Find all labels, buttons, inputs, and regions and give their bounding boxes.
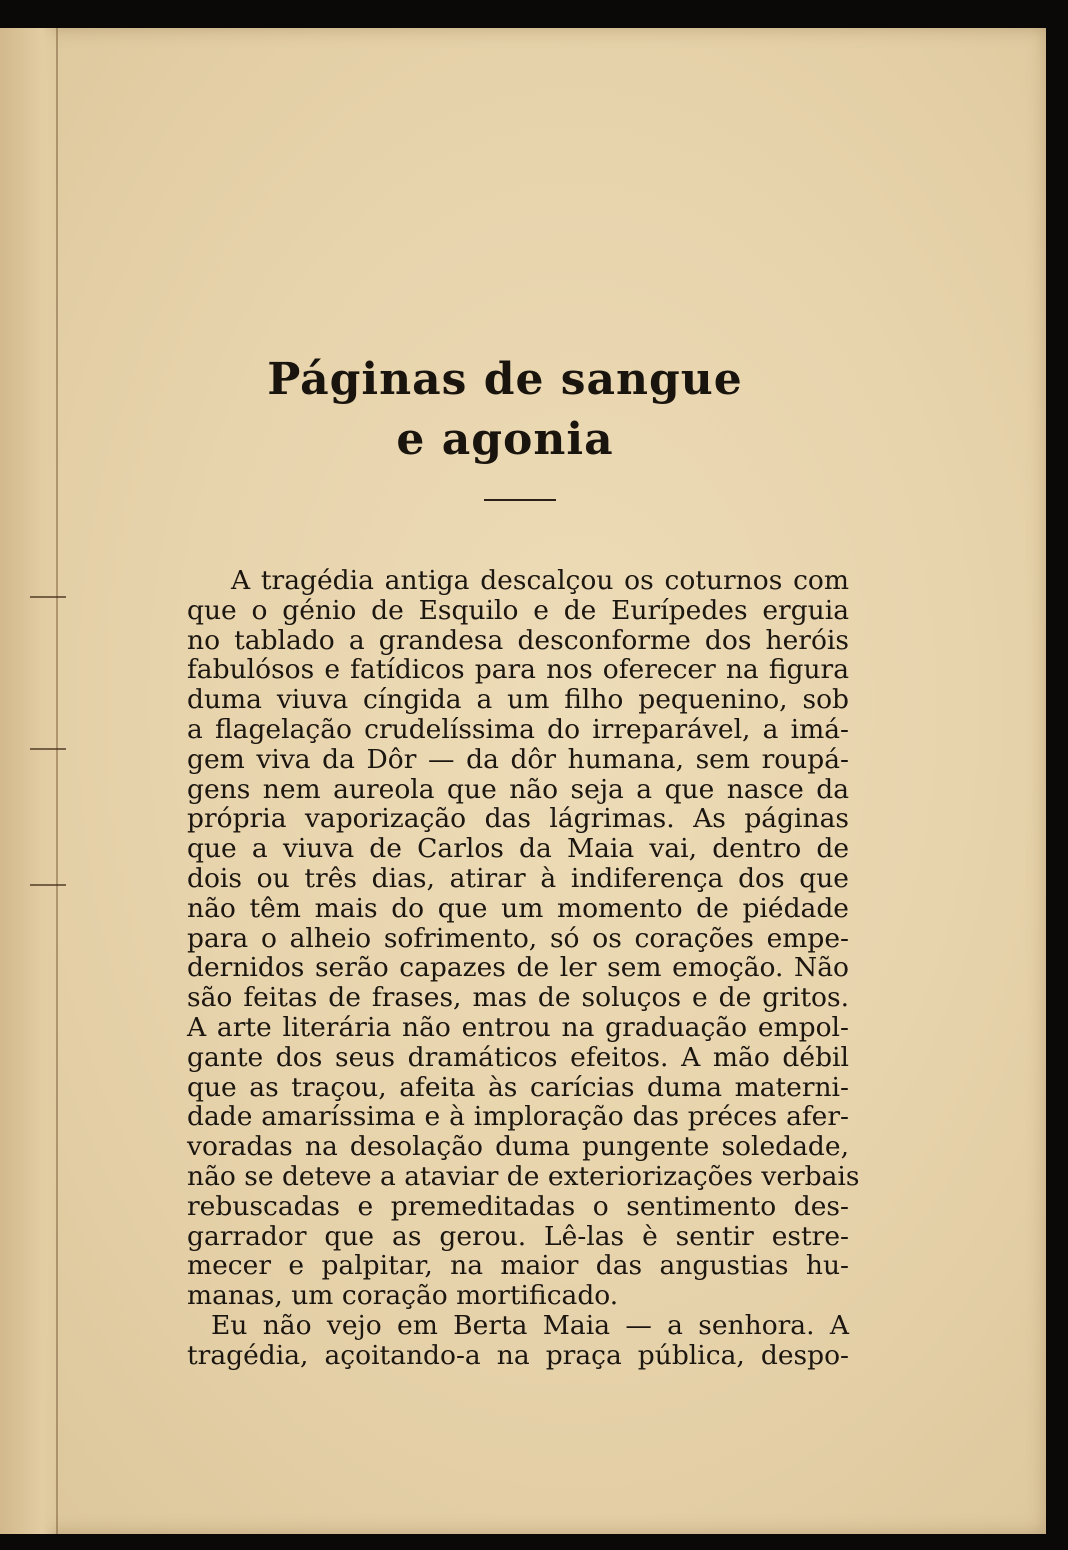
chapter-title-line-1: Páginas de sangue <box>267 354 743 405</box>
binding-stitch <box>30 884 66 886</box>
text-line: gante dos seus dramáticos efeitos. A mão débil <box>187 1041 849 1073</box>
chapter-title-line-2: e agonia <box>396 414 614 465</box>
title-divider <box>484 499 556 501</box>
binding-stitch <box>30 748 66 750</box>
text-line: A tragédia antiga descalçou os coturnos com <box>231 565 849 596</box>
text-line: que as traçou, afeita às carícias duma materni- <box>187 1071 849 1103</box>
chapter-title <box>180 350 830 470</box>
text-line: não têm mais do que um momento de piédade <box>187 892 849 924</box>
text-line: para o alheio sofrimento, só os corações empe- <box>187 922 849 954</box>
text-line: que a viuva de Carlos da Maia vai, dentro de <box>187 833 849 865</box>
text-line: são feitas de frases, mas de soluços e de gritos. <box>187 982 849 1014</box>
text-line: dois ou três dias, atirar à indiferença dos que <box>187 862 849 894</box>
text-line: voradas na desolação duma pungente soledade, <box>187 1131 849 1163</box>
body-text <box>187 565 860 1371</box>
binding-stitch <box>30 596 66 598</box>
page-gutter <box>0 28 60 1534</box>
text-line: rebuscadas e premeditadas o sentimento des- <box>187 1190 849 1222</box>
text-line: Eu não vejo em Berta Maia — a senhora. A <box>211 1309 849 1341</box>
text-line: fabulósos e fatídicos para nos oferecer na figura <box>187 654 849 686</box>
text-line: A arte literária não entrou na graduação empol- <box>187 1011 849 1043</box>
text-line: tragédia, açoitando-a na praça pública, despo- <box>187 1339 849 1371</box>
text-line: gem viva da Dôr — da dôr humana, sem roupá- <box>187 743 849 775</box>
text-line: dernidos serão capazes de ler sem emoção. Não <box>187 952 849 984</box>
book-page <box>0 28 1046 1534</box>
text-line: não se deteve a ataviar de exteriorizações verbais <box>187 1160 860 1192</box>
text-line: manas, um coração mortificado. <box>187 1280 619 1312</box>
text-line: mecer e palpitar, na maior das angustias hu- <box>187 1250 849 1282</box>
text-line: duma viuva cíngida a um filho pequenino, sob <box>187 684 849 716</box>
text-line: no tablado a grandesa desconforme dos heróis <box>187 624 849 656</box>
text-line: garrador que as gerou. Lê-las è sentir estre- <box>187 1220 849 1252</box>
text-line: própria vaporização das lágrimas. As páginas <box>187 803 849 835</box>
text-line: dade amaríssima e à imploração das préces afer- <box>187 1101 849 1133</box>
text-line: que o génio de Esquilo e de Eurípedes erguia <box>187 594 849 626</box>
text-line: a flagelação crudelíssima do irreparável, a imá- <box>187 713 849 745</box>
text-line: gens nem aureola que não seja a que nasce da <box>187 773 849 805</box>
gutter-fold-line <box>56 28 58 1534</box>
